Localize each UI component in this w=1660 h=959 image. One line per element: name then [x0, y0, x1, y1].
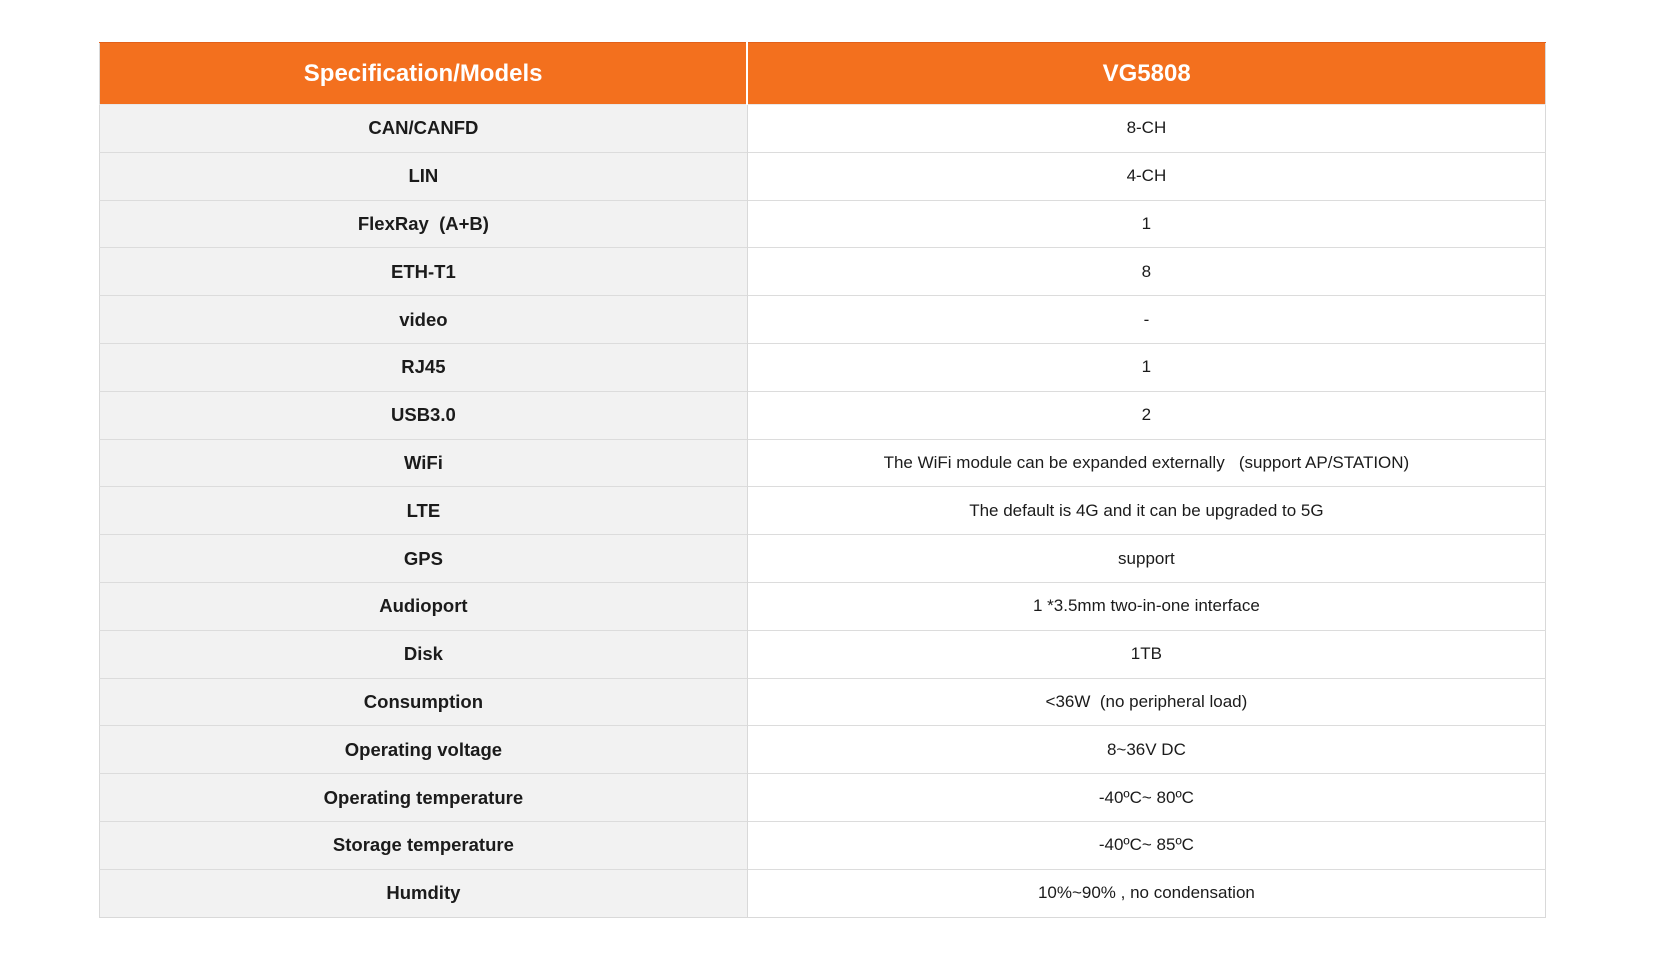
table-row [100, 678, 1546, 726]
table-row [100, 821, 1546, 869]
col-header-model-vg5808: VG5808 [747, 43, 1545, 105]
table-row [100, 200, 1546, 248]
spec-value-cell: - [747, 296, 1545, 344]
table-row [100, 296, 1546, 344]
spec-value-cell: 8 [747, 248, 1545, 296]
spec-label-cell: video [100, 296, 748, 344]
spec-table-body [100, 105, 1546, 918]
spec-value-cell: 1 *3.5mm two-in-one interface [747, 582, 1545, 630]
spec-label-cell: ETH-T1 [100, 248, 748, 296]
spec-table-header [100, 43, 1546, 105]
spec-label-cell: RJ45 [100, 343, 748, 391]
spec-value-cell: 1 [747, 343, 1545, 391]
spec-label-cell: Operating voltage [100, 726, 748, 774]
table-row [100, 726, 1546, 774]
table-row [100, 774, 1546, 822]
spec-label-cell: WiFi [100, 439, 748, 487]
spec-label-cell: USB3.0 [100, 391, 748, 439]
spec-label-cell: FlexRay (A+B) [100, 200, 748, 248]
table-row [100, 869, 1546, 917]
spec-table-container [99, 42, 1546, 918]
spec-value-cell: -40ºC~ 80ºC [747, 774, 1545, 822]
spec-label-cell: Humdity [100, 869, 748, 917]
table-row [100, 630, 1546, 678]
table-row [100, 248, 1546, 296]
spec-value-cell: 2 [747, 391, 1545, 439]
spec-value-cell: -40ºC~ 85ºC [747, 821, 1545, 869]
table-row [100, 152, 1546, 200]
spec-value-cell: 4-CH [747, 152, 1545, 200]
table-row [100, 343, 1546, 391]
spec-value-cell: 8-CH [747, 105, 1545, 153]
spec-label-cell: LIN [100, 152, 748, 200]
col-header-specification: Specification/Models [100, 43, 748, 105]
spec-label-cell: Audioport [100, 582, 748, 630]
table-row [100, 105, 1546, 153]
spec-value-cell: 10%~90% , no condensation [747, 869, 1545, 917]
spec-label-cell: Disk [100, 630, 748, 678]
spec-value-cell: 1 [747, 200, 1545, 248]
spec-value-cell: support [747, 535, 1545, 583]
spec-label-cell: LTE [100, 487, 748, 535]
header-row [100, 43, 1546, 105]
spec-label-cell: Consumption [100, 678, 748, 726]
table-row [100, 391, 1546, 439]
spec-label-cell: GPS [100, 535, 748, 583]
table-row [100, 582, 1546, 630]
spec-value-cell: 1TB [747, 630, 1545, 678]
spec-value-cell: <36W (no peripheral load) [747, 678, 1545, 726]
spec-label-cell: Operating temperature [100, 774, 748, 822]
table-row [100, 439, 1546, 487]
table-row [100, 535, 1546, 583]
spec-table [99, 42, 1546, 918]
spec-value-cell: 8~36V DC [747, 726, 1545, 774]
table-row [100, 487, 1546, 535]
spec-value-cell: The WiFi module can be expanded externally (support AP/STATION) [747, 439, 1545, 487]
spec-label-cell: Storage temperature [100, 821, 748, 869]
spec-value-cell: The default is 4G and it can be upgraded to 5G [747, 487, 1545, 535]
spec-label-cell: CAN/CANFD [100, 105, 748, 153]
